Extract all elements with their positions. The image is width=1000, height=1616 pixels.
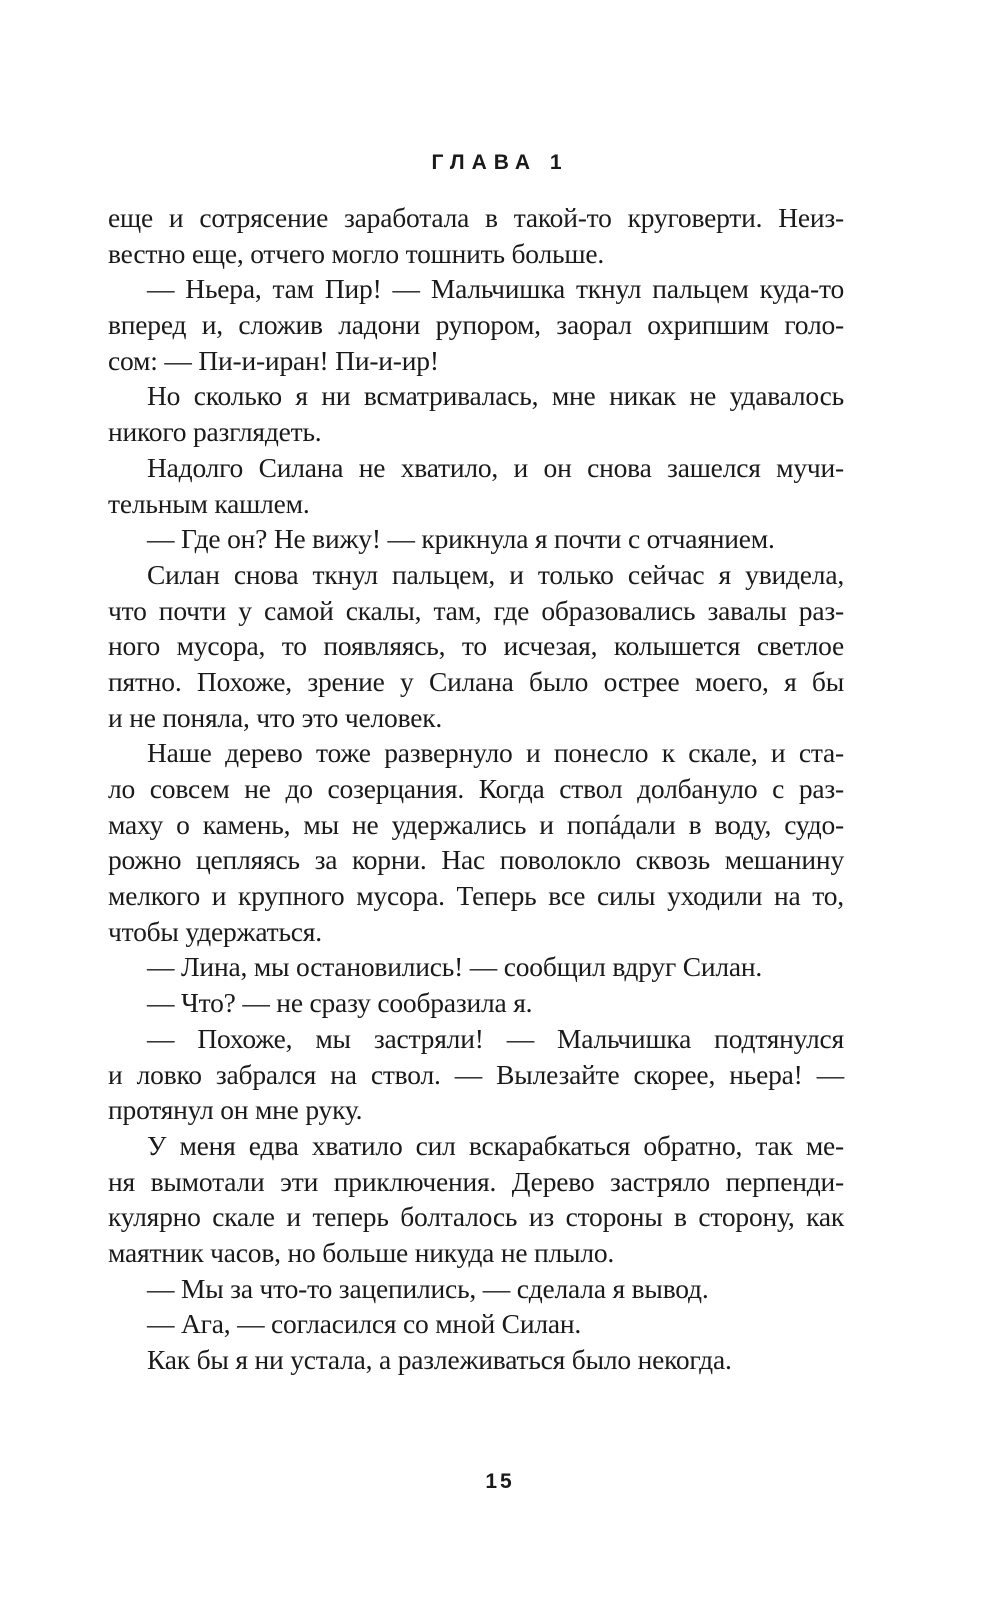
text-line: — Ньера, там Пир! — Мальчишка ткнул пальцем куда-то (147, 273, 844, 305)
text-line: и не поняла, что это человек. (108, 701, 443, 733)
text-line: ня вымотали эти приключения. Дерево застряло перпенди- (108, 1165, 844, 1197)
text-line: чтобы удержаться. (108, 915, 322, 947)
text-line: еще и сотрясение заработала в такой-то круговерти. Неиз- (108, 202, 844, 233)
text-line: протянул он мне руку. (108, 1094, 363, 1126)
text-line: — Что? — не сразу сообразила я. (147, 987, 533, 1019)
text-line: вперед и, сложив ладони рупором, заорал охрипшим голо- (108, 309, 844, 341)
text-line: Наше дерево тоже развернуло и понесло к скале, и ста- (147, 737, 844, 769)
text-line: пятно. Похоже, зрение у Силана было острее моего, я бы (108, 665, 844, 697)
text-line: — Мы за что-то зацепились, — сделала я вывод. (147, 1272, 709, 1304)
text-line: ного мусора, то появляясь, то исчезая, колышется светлое (108, 630, 844, 662)
text-line: — Где он? Не вижу! — крикнула я почти с отчаянием. (147, 523, 775, 555)
text-line: кулярно скале и теперь болталось из стороны в сторону, как (108, 1201, 844, 1233)
text-line: ло совсем не до созерцания. Когда ствол долбануло с раз- (108, 773, 844, 804)
chapter-heading: ГЛАВА 1 (431, 151, 569, 174)
text-line: — Похоже, мы застряли! — Мальчишка подтянулся (147, 1022, 844, 1054)
text-line: Но сколько я ни всматривалась, мне никак не удавалось (147, 380, 844, 412)
text-line: Силан снова ткнул пальцем, и только сейчас я увидела, (147, 558, 844, 590)
text-line: — Ага, — согласился со мной Силан. (147, 1308, 582, 1340)
text-line: маятник часов, но больше никуда не плыло. (108, 1236, 615, 1268)
text-line: У меня едва хватило сил вскарабкаться обратно, так ме- (147, 1129, 844, 1161)
text-line: Надолго Силана не хватило, и он снова зашелся мучи- (147, 451, 844, 483)
text-line: мелкого и крупного мусора. Теперь все силы уходили на то, (108, 880, 844, 912)
text-line: рожно цепляясь за корни. Нас поволокло сквозь мешанину (108, 844, 844, 876)
text-line: вестно еще, отчего могло тошнить больше. (108, 237, 605, 269)
page-number: 15 (485, 1470, 515, 1493)
text-line: сом: — Пи-и-иран! Пи-и-ир! (108, 344, 439, 376)
text-line: никого разглядеть. (108, 416, 322, 448)
text-line: и ловко забрался на ствол. — Вылезайте скорее, ньера! — (108, 1058, 844, 1090)
body-text (108, 200, 844, 1378)
text-line: что почти у самой скалы, там, где образовались завалы раз- (108, 594, 844, 626)
text-line: Как бы я ни устала, а разлеживаться было некогда. (147, 1344, 732, 1375)
text-line: — Лина, мы остановились! — сообщил вдруг Силан. (147, 951, 763, 983)
text-line: тельным кашлем. (108, 487, 310, 519)
text-line: маху о камень, мы не удержались и попáдали в воду, судо- (108, 808, 844, 840)
